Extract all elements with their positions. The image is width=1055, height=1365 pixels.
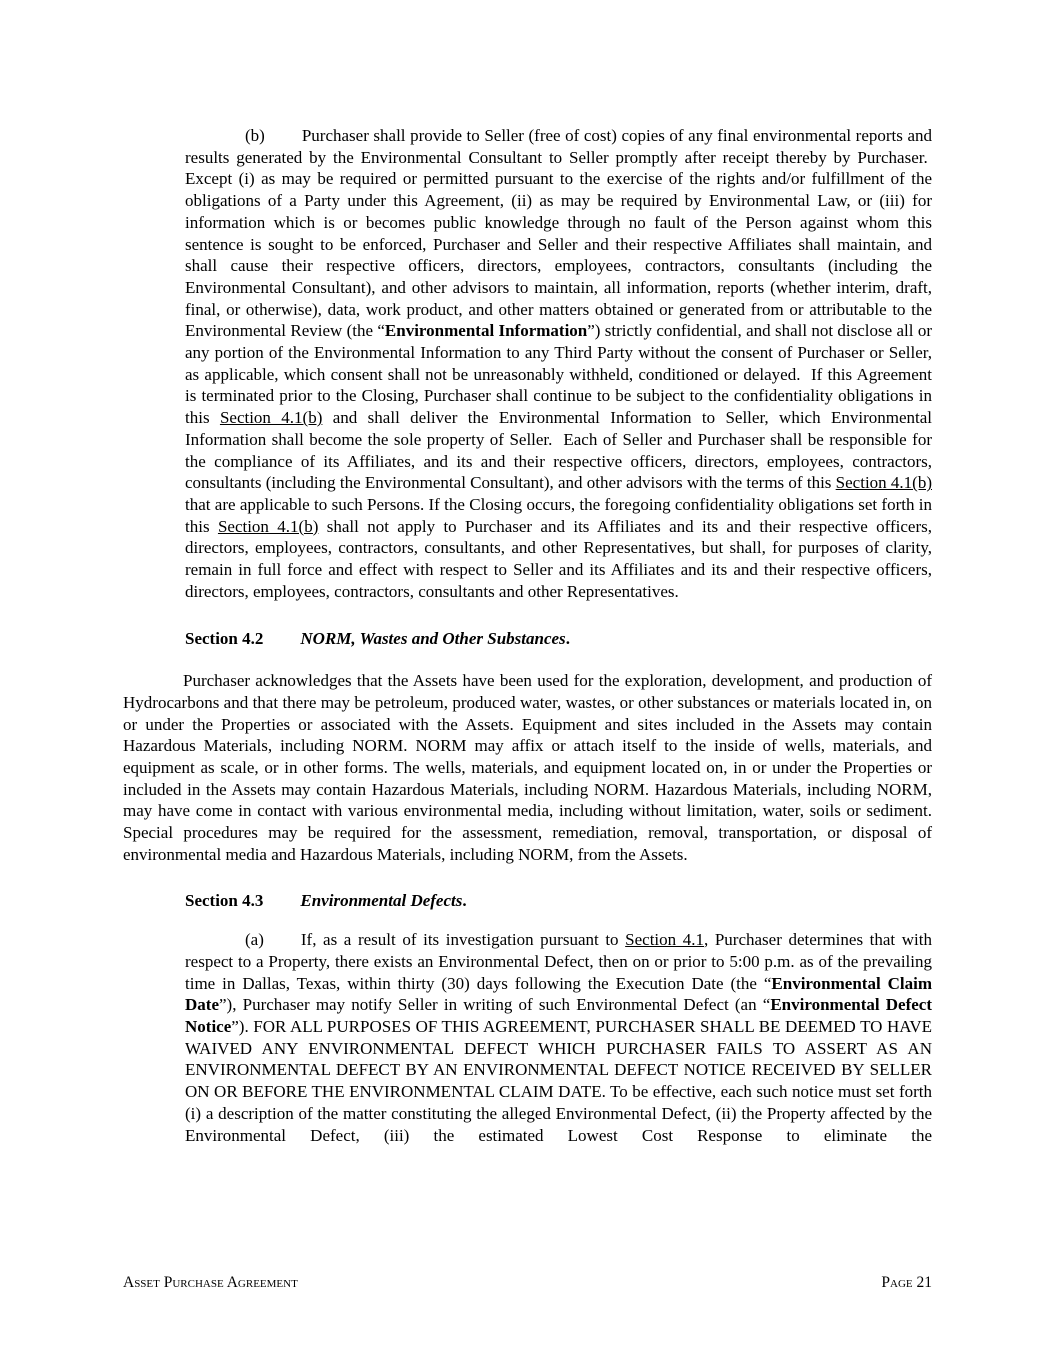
clause-label-a: (a) — [245, 930, 264, 950]
text-run: Section 4.1 — [625, 930, 704, 950]
section-4-2-heading — [185, 628, 932, 650]
section-4-2-text — [123, 671, 932, 864]
text-run: Section 4.1(b) — [219, 408, 323, 428]
text-run: ”). FOR ALL PURPOSES OF THIS AGREEMENT, PURCHASER SHALL BE DEEMED TO HAVE WAIVED ANY ENVIRONMENTAL DEFECT WHICH PURCHASER FAILS TO ASSERT AS AN ENVIRONMENTAL DEFECT BY AN ENVIRONMENTAL DEFECT NOTICE RECEIVED BY SELLER ON OR BEFORE THE ENVIRONMENTAL CLAIM DATE. To be effective, each such notice must set forth (i) a description of the matter constituting the alleged Environmental Defect, (ii) the Property affected by the Environmental Defect, (iii) the estimated Lowest Cost Response to eliminate the — [185, 1017, 932, 1145]
section-title-period: . — [462, 890, 467, 910]
clause-label-b: (b) — [245, 126, 265, 145]
text-run: Purchaser acknowledges that the Assets have been used for the exploration, development, and production of Hydrocarbons and that there may be petroleum, produced water, wastes, or other substances or materials located in, on or under the Properties or associated with the Assets. Equipment and sites included in the Assets may contain Hazardous Materials, including NORM. NORM may affix or attach itself to the inside of wells, materials, and equipment as scale, or in other forms. The wells, materials, and equipment located on, in or under the Properties or included in the Assets may contain Hazardous Materials, including NORM. Hazardous Materials, including NORM, may have come in contact with various environmental media, including without limitation, water, soils or sediment. Special procedures may be required for the assessment, remediation, removal, transportation, or disposal of environmental media and Hazardous Materials, including NORM, from the Assets. — [123, 671, 932, 864]
text-run: and shall deliver the Environmental Information to Seller, which Environmental Information shall become the sole property of Seller. Each of Seller and Purchaser shall be responsible for the compliance of its Affiliates, and its and their respective officers, directors, employees, contractors, consultants (including the Environmental Consultant), and other advisors with the terms of this — [185, 408, 932, 493]
page-footer — [123, 1273, 932, 1292]
clause-text-b — [185, 126, 932, 601]
section-4-2-body — [123, 670, 932, 865]
text-run: shall not apply to Purchaser and its Affiliates and its and their respective officers, directors, employees, contractors, consultants, and other Representatives, but shall, for purposes of clarity, remain in full force and effect with respect to Seller and its Affiliates and its and their respective officers, directors, employees, contractors, consultants and other Representatives. — [185, 516, 932, 601]
section-number: Section 4.3 — [185, 890, 264, 910]
text-run: If, as a result of its investigation pursuant to — [300, 930, 626, 950]
text-run: ”), Purchaser may notify Seller in writing of such Environmental Defect (an “ — [218, 995, 771, 1015]
text-run: Environmental Information — [384, 321, 588, 341]
text-run: Purchaser shall provide to Seller (free of cost) copies of any final environmental reports and results generated by the Environmental Consultant to Seller promptly after receipt thereby by Purchaser. Except (i) as may be required or permitted pursuant to the exercise of the rights and/or fulfillment of the obligations of a Party under this Agreement, (ii) as may be required by Environmental Law, or (iii) for information which is or becomes public knowledge through no fault of the Person against whom this sentence is sought to be enforced, Purchaser and Seller and their respective Affiliates shall maintain, and shall cause their respective officers, directors, employees, contractors, consultants (including the Environmental Consultant), and other advisors to maintain, all information, reports (whether interim, draft, final, or otherwise), data, work product, and other matters obtained or generated from or attributable to the Environmental Review (the “ — [185, 126, 932, 341]
text-run: Section 4.1(b) — [835, 473, 932, 493]
text-run: Environmental Defect Notice — [185, 995, 932, 1037]
paragraph-4-1-b — [185, 125, 932, 602]
section-title: NORM, Wastes and Other Substances — [300, 629, 566, 649]
footer-page-number: Page 21 — [881, 1274, 932, 1291]
clause-text-a — [185, 930, 932, 1144]
text-run: , Purchaser determines that with respect to a Property, there exists an Environmental Defect, then on or prior to 5:00 p.m. as of the prevailing time in Dallas, Texas, within thirty (30) days following the Execution Date (the “ — [185, 930, 932, 993]
text-run: Environmental Claim Date — [185, 973, 932, 1015]
text-run: that are applicable to such Persons. If the Closing occurs, the foregoing confidentiality obligations set forth in this — [185, 494, 932, 536]
section-title-period: . — [565, 629, 570, 649]
footer-document-title: Asset Purchase Agreement — [123, 1274, 298, 1291]
text-run: ”) strictly confidential, and shall not disclose all or any portion of the Environmental Information to any Third Party without the consent of Purchaser or Seller, as applicable, which consent shall not be unreasonably withheld, conditioned or delayed. If this Agreement is terminated prior to the Closing, Purchaser shall continue to be subject to the confidentiality obligations in this — [185, 321, 932, 428]
paragraph-4-3-a — [185, 929, 932, 1146]
section-4-3-heading — [185, 890, 932, 912]
section-title: Environmental Defects — [300, 890, 463, 910]
page-body — [123, 125, 932, 1146]
text-run: Section 4.1(b) — [217, 516, 319, 536]
section-number: Section 4.2 — [185, 629, 264, 649]
